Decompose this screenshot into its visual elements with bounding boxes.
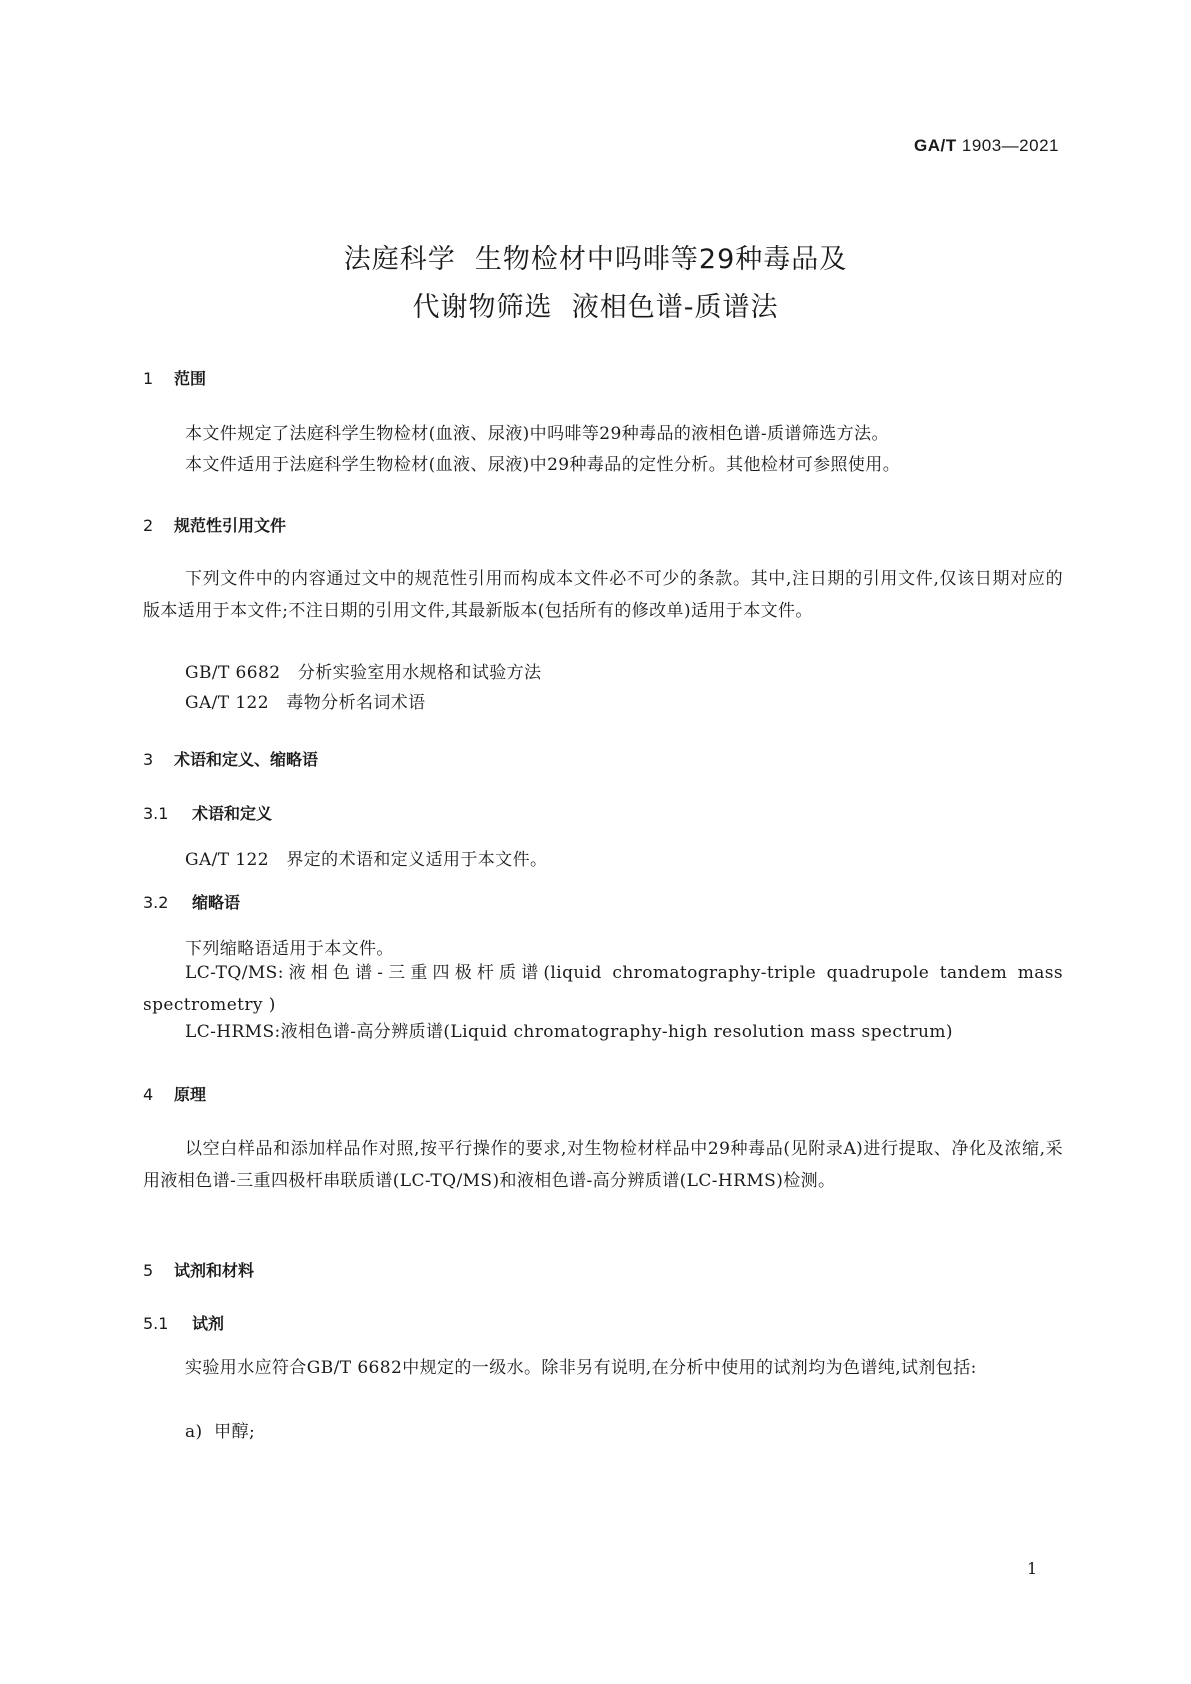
section-5-1-paragraph-1: 实验用水应符合GB/T 6682中规定的一级水。除非另有说明,在分析中使用的试剂均为色谱纯,试剂包括: — [185, 1358, 977, 1378]
document-title — [0, 236, 1191, 332]
abbreviation-lc-hrms: LC-HRMS:液相色谱-高分辨质谱(Liquid chromatography-high resolution mass spectrum) — [185, 1022, 953, 1042]
section-1-paragraph-1: 本文件规定了法庭科学生物检材(血液、尿液)中吗啡等29种毒品的液相色谱-质谱筛选方法。 — [185, 424, 889, 444]
section-3-1-paragraph: GA/T 122 界定的术语和定义适用于本文件。 — [185, 850, 548, 870]
section-3-1-heading — [143, 801, 272, 824]
section-title: 试剂和材料 — [174, 1261, 255, 1280]
standard-code-prefix: GA/T — [914, 136, 957, 155]
section-number: 5.1 — [143, 1314, 169, 1333]
section-2-paragraph-1: 下列文件中的内容通过文中的规范性引用而构成本文件必不可少的条款。其中,注日期的引用文件,仅该日期对应的版本适用于本文件;不注日期的引用文件,其最新版本(包括所有的修改单)适用于本文件。 — [143, 569, 1063, 621]
section-title: 缩略语 — [192, 893, 241, 912]
normative-reference-2: GA/T 122 毒物分析名词术语 — [185, 693, 426, 713]
section-5-1-heading — [143, 1311, 224, 1334]
section-title: 试剂 — [192, 1314, 225, 1333]
section-1-heading — [143, 366, 206, 389]
section-4-paragraph-1: 以空白样品和添加样品作对照,按平行操作的要求,对生物检材样品中29种毒品(见附录A)进行提取、净化及浓缩,采用液相色谱-三重四极杆串联质谱(LC-TQ/MS)和液相色谱-高分辨质谱(LC-HRMS)检测。 — [143, 1139, 1063, 1191]
abbreviation-lc-tq-ms: LC-TQ/MS:液相色谱-三重四极杆质谱(liquid chromatography-triple quadrupole tandem mass spectrometry ) — [143, 963, 1063, 1015]
section-5-heading — [143, 1258, 254, 1281]
reagent-list-item-a: a) 甲醇; — [185, 1422, 256, 1442]
section-title: 术语和定义 — [192, 804, 273, 823]
title-line-2: 代谢物筛选 液相色谱-质谱法 — [412, 292, 779, 323]
section-number: 1 — [143, 369, 154, 388]
section-title: 术语和定义、缩略语 — [174, 750, 319, 769]
section-number: 4 — [143, 1085, 154, 1104]
section-1-paragraph-2: 本文件适用于法庭科学生物检材(血液、尿液)中29种毒品的定性分析。其他检材可参照使用。 — [185, 455, 901, 475]
section-number: 3.2 — [143, 893, 169, 912]
section-number: 3 — [143, 750, 154, 769]
section-number: 5 — [143, 1261, 154, 1280]
section-title: 范围 — [174, 369, 207, 388]
normative-reference-1: GB/T 6682 分析实验室用水规格和试验方法 — [185, 663, 542, 683]
section-3-2-heading — [143, 890, 240, 913]
section-4-heading — [143, 1082, 206, 1105]
section-number: 3.1 — [143, 804, 169, 823]
standard-code — [914, 136, 1059, 156]
section-title: 原理 — [174, 1085, 207, 1104]
section-title: 规范性引用文件 — [174, 516, 287, 535]
section-number: 2 — [143, 516, 154, 535]
page-number: 1 — [1027, 1559, 1038, 1578]
section-2-heading — [143, 513, 286, 536]
standard-code-number: 1903—2021 — [961, 136, 1059, 155]
section-3-heading — [143, 747, 318, 770]
title-line-1: 法庭科学 生物检材中吗啡等29种毒品及 — [343, 244, 848, 275]
section-3-2-paragraph-1: 下列缩略语适用于本文件。 — [185, 939, 394, 959]
